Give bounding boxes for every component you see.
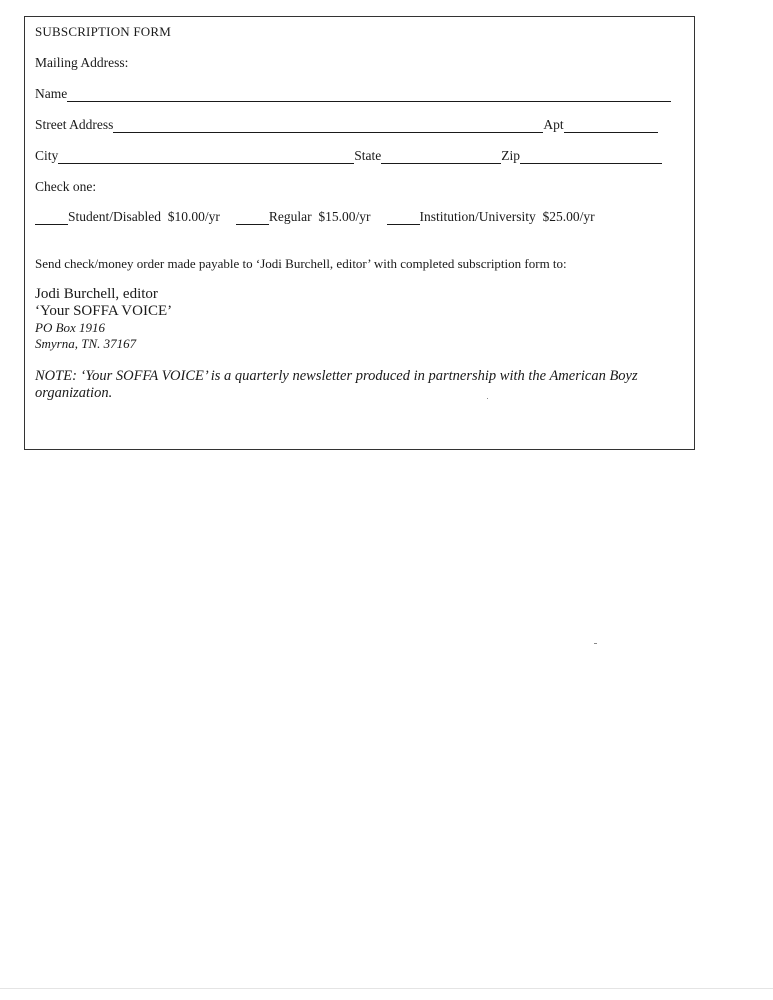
form-title: SUBSCRIPTION FORM bbox=[35, 24, 171, 39]
street-address-input-line[interactable] bbox=[113, 120, 543, 133]
editor-name: Jodi Burchell, editor bbox=[35, 286, 158, 302]
send-instructions: Send check/money order made payable to ‘Jodi Burchell, editor’ with completed subscription form to: bbox=[35, 256, 567, 271]
subscription-options bbox=[35, 209, 595, 225]
mailing-address-label: Mailing Address: bbox=[35, 55, 129, 70]
state-input-line[interactable] bbox=[381, 151, 501, 164]
zip-input-line[interactable] bbox=[520, 151, 662, 164]
check-one-label: Check one: bbox=[35, 179, 97, 194]
city-state-zip: Smyrna, TN. 37167 bbox=[35, 336, 137, 351]
name-label: Name bbox=[35, 86, 68, 101]
city-input-line[interactable] bbox=[58, 151, 354, 164]
option-institution-price: $25.00/yr bbox=[542, 209, 595, 224]
street-address-label: Street Address bbox=[35, 117, 114, 132]
state-label: State bbox=[354, 148, 382, 163]
option-student-price: $10.00/yr bbox=[167, 209, 220, 224]
po-box: PO Box 1916 bbox=[35, 320, 106, 335]
publication-name: ‘Your SOFFA VOICE’ bbox=[35, 303, 173, 319]
street-field-row bbox=[35, 117, 658, 133]
city-label: City bbox=[35, 148, 59, 163]
option-student-check-line[interactable] bbox=[35, 212, 68, 225]
option-institution-label: Institution/University bbox=[419, 209, 536, 224]
subscription-form bbox=[24, 16, 695, 450]
option-regular-check-line[interactable] bbox=[236, 212, 269, 225]
option-institution-check-line[interactable] bbox=[387, 212, 420, 225]
zip-label: Zip bbox=[501, 148, 521, 163]
scan-speck bbox=[487, 398, 488, 399]
option-student-label: Student/Disabled bbox=[68, 209, 161, 224]
option-regular-price: $15.00/yr bbox=[318, 209, 371, 224]
apt-input-line[interactable] bbox=[564, 120, 658, 133]
city-state-zip-row bbox=[35, 148, 662, 164]
scan-speck bbox=[594, 643, 597, 644]
name-field-row bbox=[35, 86, 671, 102]
newsletter-note: NOTE: ‘Your SOFFA VOICE’ is a quarterly newsletter produced in partnership with the American Boyz organization. bbox=[35, 368, 638, 401]
name-input-line[interactable] bbox=[67, 89, 671, 102]
page-edge-line bbox=[0, 988, 773, 989]
option-regular-label: Regular bbox=[268, 209, 312, 224]
apt-label: Apt bbox=[543, 117, 564, 132]
